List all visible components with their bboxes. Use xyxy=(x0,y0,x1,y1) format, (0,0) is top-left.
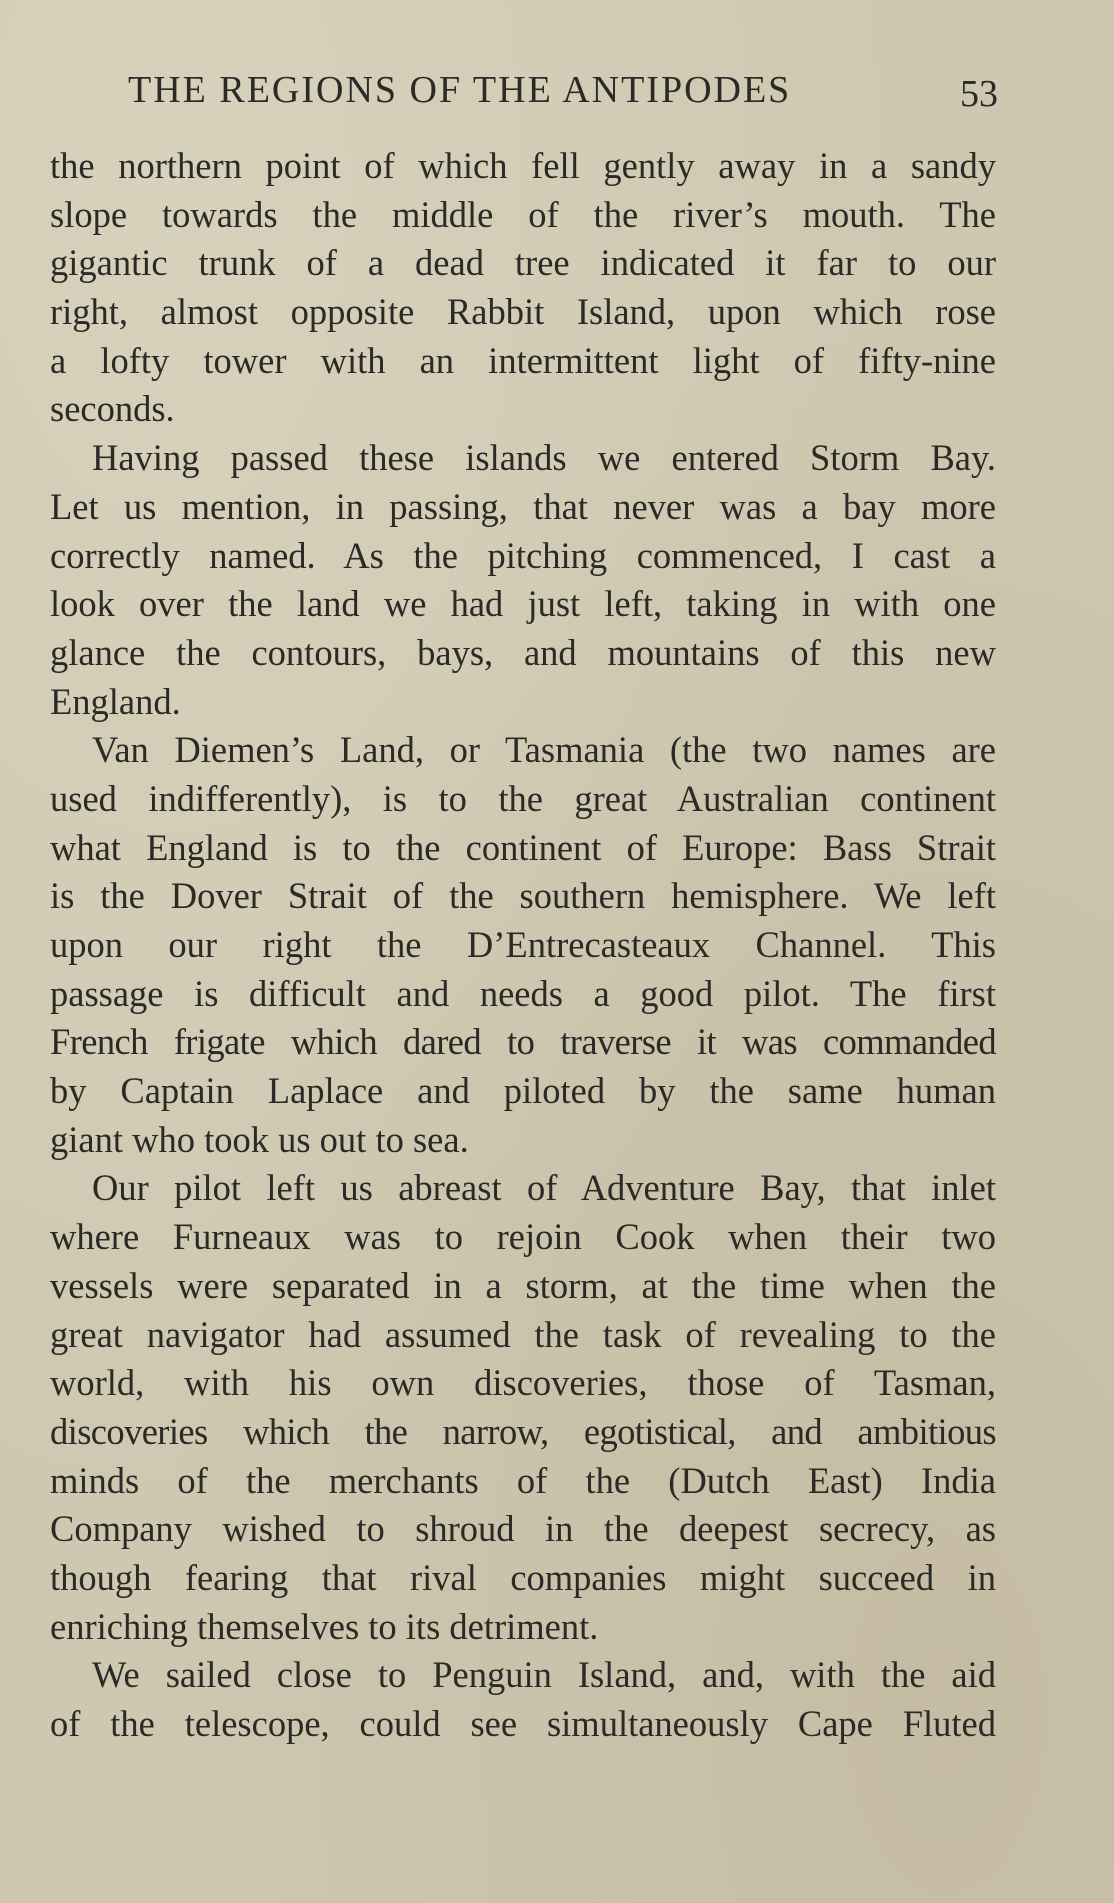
text-line: giant who took us out to sea. xyxy=(50,1118,469,1160)
text-line: minds of the merchants of the (Dutch East) India xyxy=(50,1459,996,1501)
text-line: look over the land we had just left, taking in with one xyxy=(50,583,996,625)
text-line: world, with his own discoveries, those of Tasman, xyxy=(50,1362,996,1404)
running-title: THE REGIONS OF THE ANTIPODES xyxy=(128,69,792,111)
text-line: a lofty tower with an intermittent light of fifty-nine xyxy=(50,339,996,381)
text-line: gigantic trunk of a dead tree indicated it far to our xyxy=(50,242,996,284)
text-line: enriching themselves to its detriment. xyxy=(50,1605,599,1647)
text-line: what England is to the continent of Europe: Bass Strait xyxy=(50,826,996,868)
text-line: England. xyxy=(50,680,181,722)
text-line: Company wished to shroud in the deepest secrecy, as xyxy=(50,1508,996,1550)
page-number: 53 xyxy=(960,73,998,115)
text-line: glance the contours, bays, and mountains of this new xyxy=(50,631,996,673)
text-line: by Captain Laplace and piloted by the same human xyxy=(50,1070,996,1112)
text-line: the northern point of which fell gently away in a sandy xyxy=(50,145,996,186)
text-line: French frigate which dared to traverse it was commanded xyxy=(50,1021,996,1063)
text-line: vessels were separated in a storm, at the time when the xyxy=(50,1264,996,1306)
paragraph-first-line: Our pilot left us abreast of Adventure Bay, that inlet xyxy=(92,1167,996,1209)
paragraph-first-line: We sailed close to Penguin Island, and, with the aid xyxy=(92,1654,996,1696)
text-line: great navigator had assumed the task of revealing to the xyxy=(50,1313,996,1355)
text-line: seconds. xyxy=(50,388,175,430)
running-head xyxy=(128,66,998,114)
body-text xyxy=(50,142,996,1749)
paragraph-first-line: Van Diemen’s Land, or Tasmania (the two names are xyxy=(92,729,996,771)
text-line: passage is difficult and needs a good pilot. The first xyxy=(50,972,996,1014)
text-line: where Furneaux was to rejoin Cook when their two xyxy=(50,1216,996,1258)
text-line: of the telescope, could see simultaneously Cape Fluted xyxy=(50,1703,996,1744)
text-line: is the Dover Strait of the southern hemisphere. We left xyxy=(50,875,996,917)
text-line: right, almost opposite Rabbit Island, upon which rose xyxy=(50,291,996,333)
text-line: upon our right the D’Entrecasteaux Channel. This xyxy=(50,924,996,965)
text-line: discoveries which the narrow, egotistical, and ambitious xyxy=(50,1410,996,1452)
text-line: Let us mention, in passing, that never was a bay more xyxy=(50,485,996,527)
paragraph-first-line: Having passed these islands we entered Storm Bay. xyxy=(92,437,996,479)
text-line: correctly named. As the pitching commenced, I cast a xyxy=(50,534,996,576)
text-line: though fearing that rival companies might succeed in xyxy=(50,1556,996,1598)
text-line: slope towards the middle of the river’s mouth. The xyxy=(50,193,996,235)
text-line: used indifferently), is to the great Australian continent xyxy=(50,777,996,819)
